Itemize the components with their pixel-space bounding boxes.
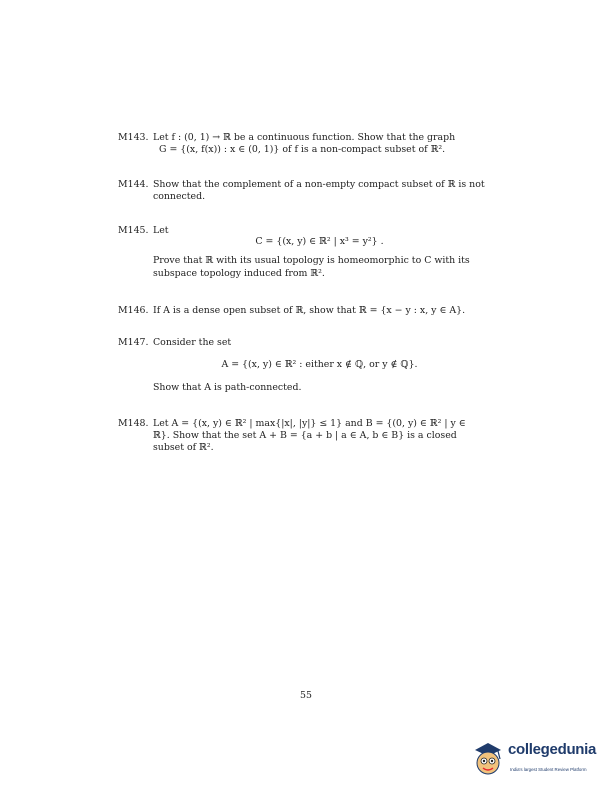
logo-tagline: India's largest Student Review Platform [510,767,587,772]
problem-line: Show that the complement of a non-empty compact subset of ℝ is not [153,179,485,190]
problem-number: M144. [118,179,149,190]
problem-number: M146. [118,305,149,316]
problem-number: M147. [118,337,149,348]
problem-m143 [118,132,486,156]
display-equation: A = {(x, y) ∈ ℝ² : either x ∉ ℚ, or y ∉ ℚ}. [221,359,418,371]
problem-line: Show that A is path-connected. [153,382,302,394]
mascot-icon [470,738,506,778]
problem-line: Prove that ℝ with its usual topology is homeomorphic to C with its [153,255,470,267]
problem-m146 [118,305,486,317]
collegedunia-logo [470,738,600,778]
problem-line: If A is a dense open subset of ℝ, show that ℝ = {x − y : x, y ∈ A}. [153,305,466,316]
problem-number: M145. [118,225,149,236]
problem-m147 [118,337,486,395]
display-equation: C = {(x, y) ∈ ℝ² | x³ = y²} . [255,236,384,248]
problem-line: subset of ℝ². [153,442,214,454]
problem-line: subspace topology induced from ℝ². [153,267,325,279]
problem-intro: Consider the set [153,337,232,348]
problem-m145 [118,225,486,280]
problem-intro: Let [153,225,169,236]
problem-line: ℝ}. Show that the set A + B = {a + b | a ∈ A, b ∈ B} is a closed [153,430,457,442]
problem-line: connected. [153,191,206,203]
problem-m144 [118,179,486,203]
problem-number: M143. [118,132,149,143]
logo-wordmark: collegedunia [508,741,597,758]
problem-line: Let A = {(x, y) ∈ ℝ² | max{|x|, |y|} ≤ 1} and B = {(0, y) ∈ ℝ² | y ∈ [153,418,466,429]
problem-line: Let f : (0, 1) → ℝ be a continuous function. Show that the graph [153,132,456,143]
page-number: 55 [300,690,312,701]
problem-m148 [118,418,486,455]
problem-line: G = {(x, f(x)) : x ∈ (0, 1)} of f is a non-compact subset of ℝ². [159,144,446,156]
problem-number: M148. [118,418,149,429]
